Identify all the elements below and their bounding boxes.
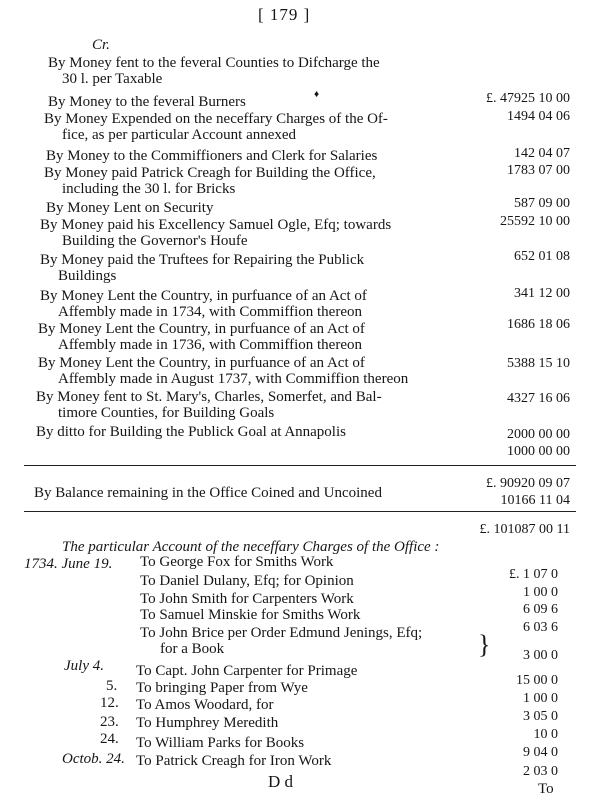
charge-date: 1734. June 19. — [24, 556, 113, 572]
charge-amount: £. 1 07 0 — [509, 567, 558, 582]
entry-amount: £. 47925 10 00 — [486, 91, 570, 106]
section-divider — [24, 511, 576, 512]
page-number: [ 179 ] — [258, 5, 311, 24]
charge-description: To Capt. John Carpenter for Primage — [136, 663, 358, 679]
charge-description: To Patrick Creagh for Iron Work — [136, 753, 332, 769]
charge-description-continued: for a Book — [160, 641, 225, 657]
entry-line-continued: Buildings — [58, 268, 117, 284]
charge-description: To Amos Woodard, for — [136, 697, 274, 713]
entry-line: By Money to the feveral Burners — [48, 94, 246, 110]
balance-label: By Balance remaining in the Office Coined and Uncoined — [34, 485, 382, 501]
charge-date: 12. — [100, 695, 119, 711]
entry-line: By Money paid Patrick Creagh for Building the Office, — [44, 165, 376, 181]
entry-amount: 1494 04 06 — [507, 109, 570, 124]
charge-description: To Humphrey Meredith — [136, 715, 279, 731]
charge-date: 24. — [100, 731, 119, 747]
entry-amount: 4327 16 06 — [507, 391, 570, 406]
entry-line: By Money Expended on the neceffary Charges of the Of- — [44, 111, 388, 127]
entry-line-continued: timore Counties, for Building Goals — [58, 405, 275, 421]
entry-amount: 2000 00 00 — [507, 427, 570, 442]
entry-line: By Money Lent the Country, in purfuance of an Act of — [38, 321, 365, 337]
grand-total-amount: £. 101087 00 11 — [479, 522, 570, 537]
charge-date: 5. — [106, 678, 118, 694]
entry-line-continued: Building the Governor's Houfe — [62, 233, 248, 249]
charge-amount: 15 00 0 — [516, 673, 558, 688]
catchword: To — [538, 781, 554, 797]
entry-line-continued: including the 30 l. for Bricks — [62, 181, 236, 197]
brace-mark: } — [478, 630, 491, 659]
entry-amount: 5388 15 10 — [507, 356, 570, 371]
charge-date: Octob. 24. — [62, 751, 125, 767]
charge-description: To John Brice per Order Edmund Jenings, Efq; — [140, 625, 423, 641]
signature-mark: D d — [268, 772, 294, 791]
charge-description: To William Parks for Books — [136, 735, 305, 751]
charge-amount: 3 05 0 — [523, 709, 558, 724]
charge-description: To John Smith for Carpenters Work — [140, 591, 354, 607]
account-title: The particular Account of the neceffary Charges of the Office : — [62, 539, 440, 555]
entry-amount: 587 09 00 — [514, 196, 570, 211]
entry-line: By Money Lent the Country, in purfuance of an Act of — [38, 355, 365, 371]
entry-line: By Money to the Commiffioners and Clerk for Salaries — [46, 148, 378, 164]
entry-line-continued: 30 l. per Taxable — [62, 71, 163, 87]
entry-line: By Money fent to the feveral Counties to Difcharge the — [48, 55, 380, 71]
charge-amount: 10 0 — [533, 727, 558, 742]
entry-line: By ditto for Building the Publick Goal at Annapolis — [36, 424, 346, 440]
entry-line-continued: fice, as per particular Account annexed — [62, 127, 297, 143]
charge-amount: 9 04 0 — [523, 745, 558, 760]
charge-description: To Samuel Minskie for Smiths Work — [140, 607, 361, 623]
entry-amount: 1000 00 00 — [507, 444, 570, 459]
entry-amount: 1783 07 00 — [507, 163, 570, 178]
charge-amount: 6 03 6 — [523, 620, 558, 635]
entry-line-continued: Affembly made in 1736, with Commiffion thereon — [58, 337, 362, 353]
ink-mark-icon: ♦ — [314, 89, 320, 100]
charge-amount: 2 03 0 — [523, 764, 558, 779]
balance-amount: 10166 11 04 — [500, 493, 570, 508]
charge-description: To Daniel Dulany, Efq; for Opinion — [140, 573, 354, 589]
charge-amount: 6 09 6 — [523, 602, 558, 617]
entry-amount: 341 12 00 — [514, 286, 570, 301]
charge-date: 23. — [100, 714, 119, 730]
charge-amount: 3 00 0 — [523, 648, 558, 663]
entry-amount: 25592 10 00 — [500, 214, 570, 229]
entry-line-continued: Affembly made in 1734, with Commiffion thereon — [58, 304, 362, 320]
entry-amount: 142 04 07 — [514, 146, 570, 161]
entry-line: By Money Lent on Security — [46, 200, 214, 216]
charge-date: July 4. — [64, 658, 104, 674]
entry-line-continued: Affembly made in August 1737, with Commiffion thereon — [58, 371, 409, 387]
entry-line: By Money paid his Excellency Samuel Ogle, Efq; towards — [40, 217, 392, 233]
charge-amount: 1 00 0 — [523, 691, 558, 706]
entry-line: By Money paid the Truftees for Repairing the Publick — [40, 252, 365, 268]
entry-line: By Money fent to St. Mary's, Charles, Somerfet, and Bal- — [36, 389, 382, 405]
charge-description: To George Fox for Smiths Work — [140, 554, 334, 570]
subtotal-amount: £. 90920 09 07 — [486, 476, 570, 491]
credit-heading: Cr. — [92, 37, 110, 53]
entry-line: By Money Lent the Country, in purfuance of an Act of — [40, 288, 367, 304]
entry-amount: 1686 18 06 — [507, 317, 570, 332]
section-divider — [24, 465, 576, 466]
charge-description: To bringing Paper from Wye — [136, 680, 308, 696]
entry-amount: 652 01 08 — [514, 249, 570, 264]
charge-amount: 1 00 0 — [523, 585, 558, 600]
